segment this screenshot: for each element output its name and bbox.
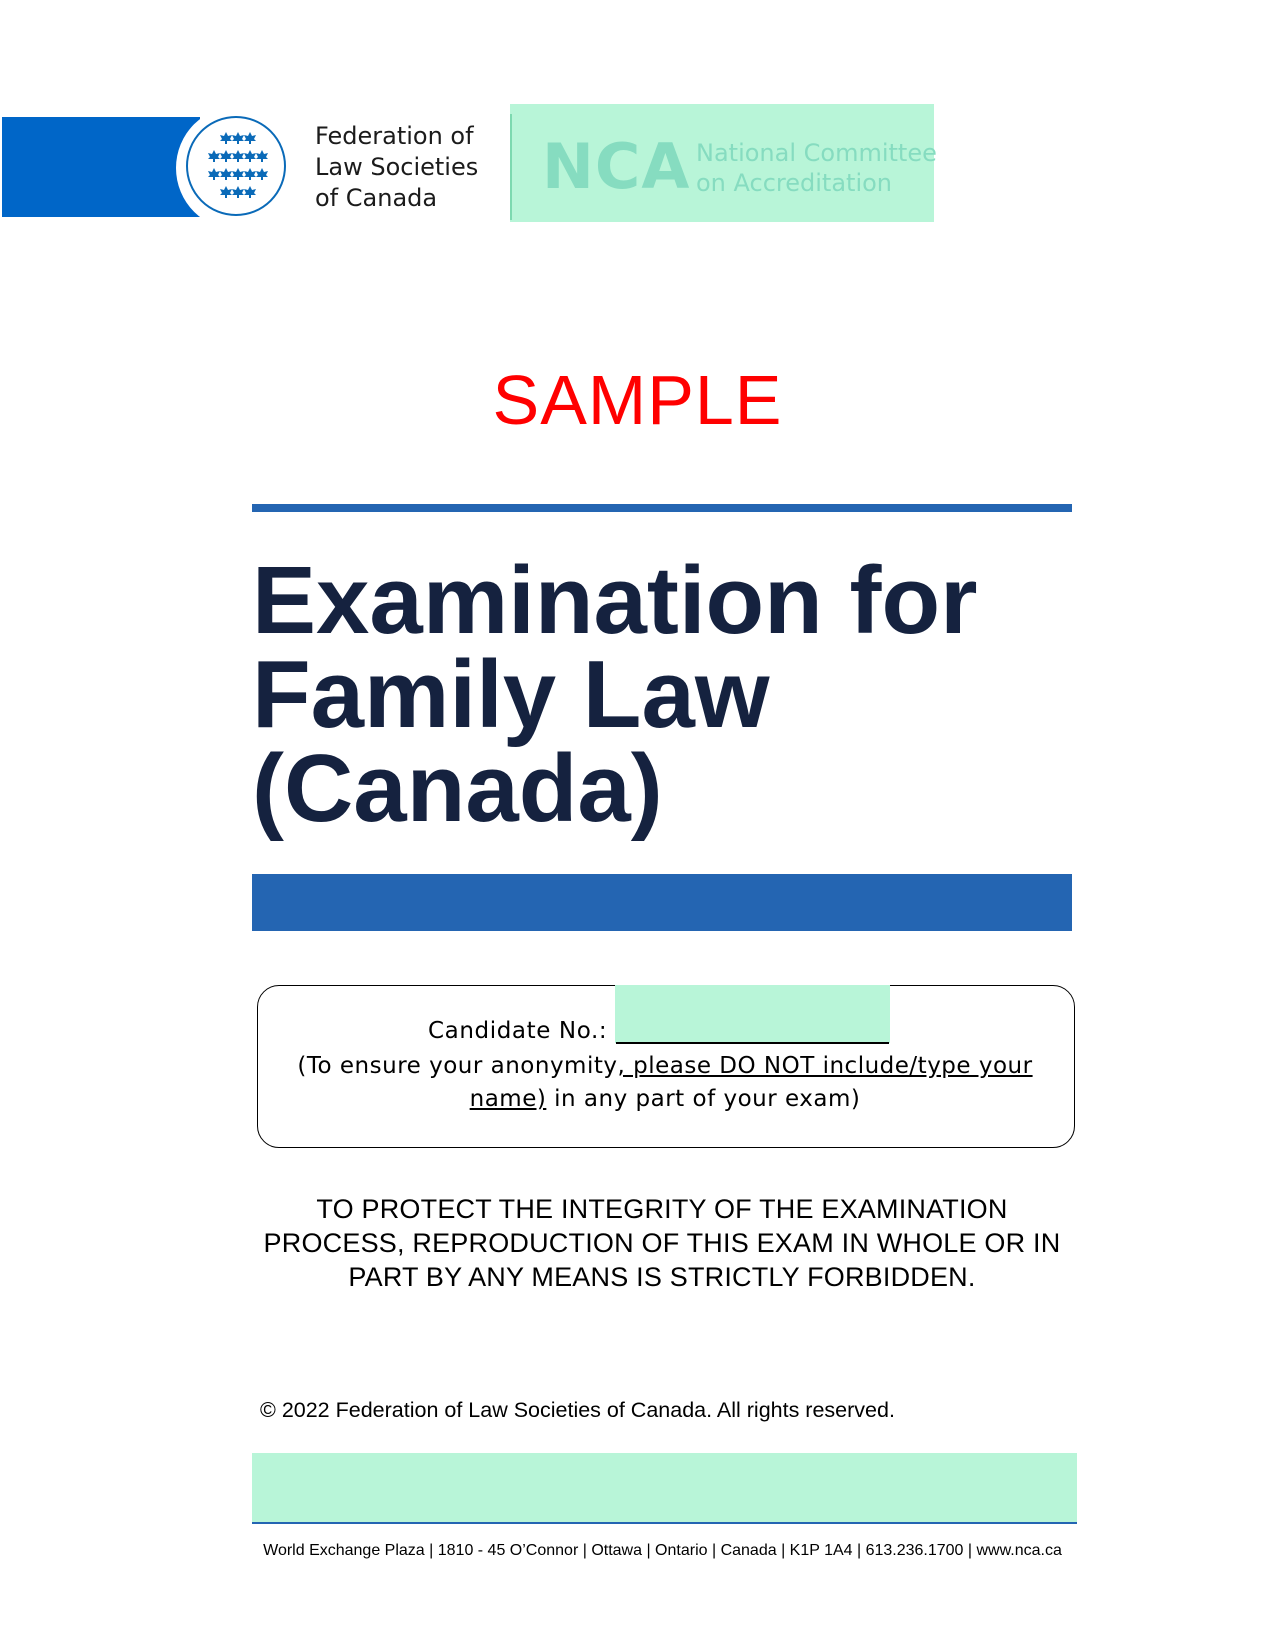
integrity-warning: [262, 1192, 1062, 1294]
candidate-number-underline: [616, 1042, 889, 1044]
copyright-notice: © 2022 Federation of Law Societies of Canada. All rights reserved.: [260, 1398, 895, 1422]
flsc-logo-text: [315, 121, 478, 214]
maple-leaf-icon: [232, 150, 244, 162]
maple-leaf-emblem-icon: [186, 116, 286, 216]
title-line: Family Law: [252, 641, 770, 748]
maple-leaf-icon: [208, 168, 220, 180]
maple-leaf-icon: [256, 168, 268, 180]
maple-leaf-icon: [256, 150, 268, 162]
title-top-rule: [252, 504, 1072, 512]
maple-leaf-icon: [244, 186, 256, 198]
flsc-logo-line: of Canada: [315, 184, 438, 212]
maple-leaf-icon: [244, 132, 256, 144]
anonymity-note-end: in any part of your exam): [546, 1086, 861, 1112]
nca-logo-divider: [510, 114, 512, 220]
nca-logo-acronym: NCA: [542, 130, 691, 203]
maple-leaf-icon: [208, 150, 220, 162]
maple-leaf-icon: [232, 132, 244, 144]
maple-leaf-icon: [220, 132, 232, 144]
candidate-number-label: Candidate No.:: [428, 1018, 608, 1044]
footer-address: World Exchange Plaza | 1810 - 45 O’Connor | Ottawa | Ontario | Canada | K1P 1A4 | 613.236.1700 | www.nca.ca: [263, 1542, 1062, 1559]
anonymity-note: [280, 1050, 1050, 1116]
nca-logo-name: [696, 138, 937, 198]
candidate-number-field[interactable]: [615, 985, 890, 1043]
maple-leaf-icon: [244, 150, 256, 162]
footer-rule: [252, 1522, 1077, 1524]
maple-leaf-icon: [232, 168, 244, 180]
nca-logo-name-line: National Committee: [696, 139, 937, 167]
warning-line: TO PROTECT THE INTEGRITY OF THE EXAMINATION: [316, 1194, 1008, 1224]
maple-leaf-icon: [220, 186, 232, 198]
warning-line: PART BY ANY MEANS IS STRICTLY FORBIDDEN.: [348, 1262, 976, 1292]
maple-leaf-icon: [244, 168, 256, 180]
maple-leaf-icon: [232, 186, 244, 198]
maple-leaf-icon: [220, 150, 232, 162]
maple-leaf-icon: [220, 168, 232, 180]
flsc-logo-line: Federation of: [315, 122, 474, 150]
document-title: [252, 547, 1072, 842]
warning-line: PROCESS, REPRODUCTION OF THIS EXAM IN WHOLE OR IN: [263, 1228, 1061, 1258]
sample-watermark: SAMPLE: [492, 361, 783, 439]
maple-leaf-cluster-icon: [188, 118, 288, 218]
flsc-logo-line: Law Societies: [315, 153, 479, 181]
anonymity-note-underlined: , please DO NOT include/type your name): [469, 1053, 1033, 1112]
anonymity-note-start: (To ensure your anonymity: [297, 1053, 618, 1079]
footer-highlight: [252, 1453, 1077, 1523]
title-line: Examination for: [252, 547, 978, 654]
nca-logo-name-line: on Accreditation: [696, 169, 893, 197]
flsc-logo-band: [2, 117, 200, 217]
title-bottom-band: [252, 874, 1072, 931]
title-line: (Canada): [252, 735, 663, 842]
